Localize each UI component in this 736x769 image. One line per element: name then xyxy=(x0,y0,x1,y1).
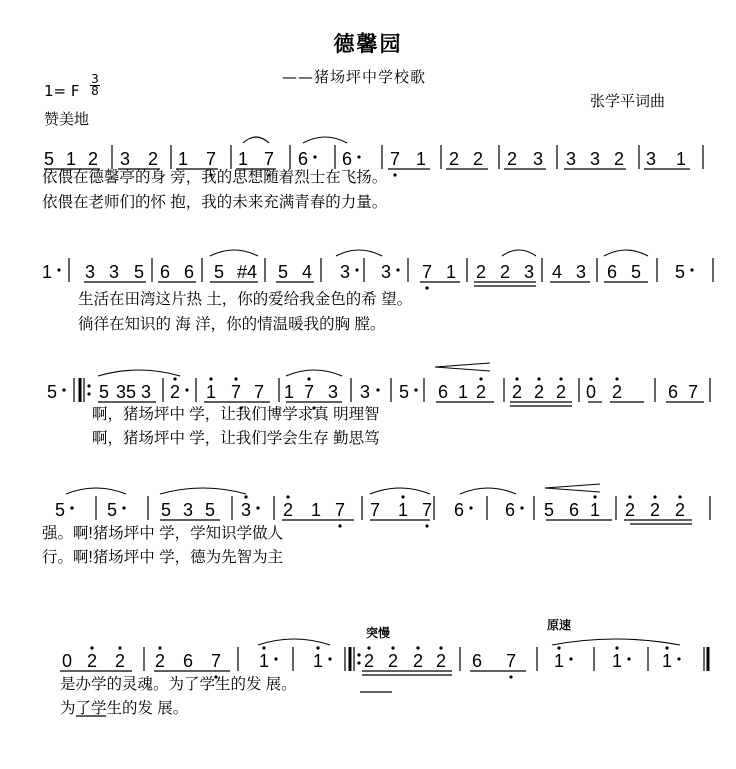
note-digit: 3 xyxy=(339,262,351,282)
note-digit: 5 xyxy=(54,500,66,520)
note-digit: 6 xyxy=(341,149,353,169)
tempo-marking: 赞美地 xyxy=(44,110,90,128)
note-digit: 3 xyxy=(140,382,152,402)
slur-arc xyxy=(460,488,516,494)
slur-arc xyxy=(336,250,382,256)
note-digit: 2 xyxy=(649,500,661,520)
duration-dot xyxy=(355,268,358,271)
octave-dot-above xyxy=(678,495,681,498)
note-digit: 1 xyxy=(445,262,457,282)
author-credit: 张学平词曲 xyxy=(590,92,666,110)
slur-arc xyxy=(66,488,126,494)
note-digit: 5 xyxy=(543,500,555,520)
octave-dot-above xyxy=(209,377,212,380)
octave-dot-above xyxy=(367,646,370,649)
note-digit: 2 xyxy=(475,382,487,402)
note-digit: 6 xyxy=(159,262,171,282)
duration-dot xyxy=(469,506,472,509)
note-digit: 3 xyxy=(575,262,587,282)
duration-dot xyxy=(62,388,65,391)
octave-dot-above xyxy=(559,377,562,380)
note-digit: 3 xyxy=(327,382,339,402)
slur-arc xyxy=(502,250,536,256)
lyric-line: 行。啊!猪场坪中 学，德为先智为主 xyxy=(42,549,284,566)
note-digit: 2 xyxy=(555,382,567,402)
note-digit: 5 xyxy=(277,262,289,282)
note-digit: 5 xyxy=(133,262,145,282)
note-digit: 1 xyxy=(237,149,249,169)
note-digit: 1 xyxy=(415,149,427,169)
note-digit: 0 xyxy=(585,382,597,402)
octave-dot-below xyxy=(425,524,428,527)
octave-dot-above xyxy=(316,646,319,649)
note-digit: 7 xyxy=(210,651,222,671)
octave-dot-above xyxy=(244,495,247,498)
lyric-line: 啊，猪场坪中 学，让我们博学求真 明理智 xyxy=(92,406,380,423)
duration-dot xyxy=(313,155,316,158)
note-digit: 3 xyxy=(108,262,120,282)
note-digit: 3 xyxy=(182,500,194,520)
slur-arc xyxy=(243,137,269,143)
note-digit: 7 xyxy=(230,382,242,402)
note-digit: 6 xyxy=(471,651,483,671)
duration-dot xyxy=(357,155,360,158)
note-digit: 7 xyxy=(421,262,433,282)
note-digit: 1 xyxy=(258,651,270,671)
slur-arc xyxy=(160,488,246,494)
meter-top: 3 xyxy=(91,72,99,86)
octave-dot-above xyxy=(286,495,289,498)
octave-dot-below xyxy=(338,524,341,527)
duration-dot xyxy=(520,506,523,509)
duration-dot xyxy=(256,506,259,509)
lyric-line: 生活在田湾这片热 土，你的爱给我金色的希 望。 xyxy=(78,291,413,308)
key-signature: 1= F xyxy=(44,82,80,100)
repeat-dot xyxy=(87,384,90,387)
slur-arc xyxy=(370,488,430,494)
lyric-line: 依偎在德馨亭的身 旁，我的思想随着烈士在飞扬。 xyxy=(42,169,388,186)
duration-dot xyxy=(627,657,630,660)
note-digit: 2 xyxy=(506,149,518,169)
note-digit: 6 xyxy=(437,382,449,402)
octave-dot-above xyxy=(537,377,540,380)
note-digit: 3 xyxy=(240,500,252,520)
note-digit: 2 xyxy=(475,262,487,282)
note-digit: 2 xyxy=(114,651,126,671)
note-digit: 2 xyxy=(363,651,375,671)
octave-dot-above xyxy=(90,646,93,649)
note-digit: 7 xyxy=(369,500,381,520)
octave-dot-above xyxy=(234,377,237,380)
note-digit: 1 xyxy=(65,149,77,169)
duration-dot xyxy=(122,506,125,509)
note-digit: 1 xyxy=(310,500,322,520)
slur-arc xyxy=(258,639,330,645)
note-digit: 7 xyxy=(253,382,265,402)
octave-dot-above xyxy=(479,377,482,380)
note-digit: 1 xyxy=(589,500,601,520)
octave-dot-above xyxy=(653,495,656,498)
note-digit: 2 xyxy=(154,651,166,671)
duration-dot xyxy=(274,657,277,660)
note-digit: 2 xyxy=(674,500,686,520)
note-digit: #4 xyxy=(236,262,258,282)
crescendo-hairpin xyxy=(545,484,600,492)
octave-dot-above xyxy=(615,377,618,380)
note-digit: 7 xyxy=(505,651,517,671)
note-digit: 2 xyxy=(387,651,399,671)
note-digit: 5 xyxy=(204,500,216,520)
note-digit: 7 xyxy=(687,382,699,402)
lyric-line: 是办学的灵魂。为了学生的发 展。 xyxy=(60,676,297,693)
note-digit: 7 xyxy=(421,500,433,520)
lyric-line: 为了学生的发 展。 xyxy=(60,700,189,717)
note-digit: 2 xyxy=(613,149,625,169)
octave-dot-above xyxy=(401,495,404,498)
octave-dot-above xyxy=(665,646,668,649)
note-digit: 1 xyxy=(397,500,409,520)
lyric-line: 啊，猪场坪中 学，让我们学会生存 勤思笃 xyxy=(92,430,380,447)
octave-dot-above xyxy=(158,646,161,649)
lyric-line: 徜徉在知识的 海 洋，你的情温暖我的胸 膛。 xyxy=(78,316,386,333)
note-digit: 1 xyxy=(205,382,217,402)
note-digit: 5 xyxy=(674,262,686,282)
tempo-resume-marking: 原速 xyxy=(547,618,572,632)
duration-dot xyxy=(690,268,693,271)
octave-dot-above xyxy=(589,377,592,380)
note-digit: 7 xyxy=(389,149,401,169)
note-digit: 0 xyxy=(61,651,73,671)
octave-dot-above xyxy=(557,646,560,649)
octave-dot-above xyxy=(628,495,631,498)
slur-arc xyxy=(98,370,180,376)
note-digit: 2 xyxy=(624,500,636,520)
note-digit: 3 xyxy=(589,149,601,169)
note-digit: 1 xyxy=(177,149,189,169)
repeat-dot xyxy=(357,661,360,664)
note-digit: 1 xyxy=(611,651,623,671)
note-digit: 3 xyxy=(532,149,544,169)
duration-dot xyxy=(57,268,60,271)
note-digit: 7 xyxy=(205,149,217,169)
note-digit: 35 xyxy=(115,382,137,402)
note-digit: 1 xyxy=(457,382,469,402)
note-digit: 7 xyxy=(263,149,275,169)
repeat-dot xyxy=(87,392,90,395)
duration-dot xyxy=(396,268,399,271)
note-digit: 5 xyxy=(630,262,642,282)
duration-dot xyxy=(569,657,572,660)
note-digit: 6 xyxy=(504,500,516,520)
duration-dot xyxy=(414,388,417,391)
note-digit: 2 xyxy=(147,149,159,169)
octave-dot-below xyxy=(509,675,512,678)
slow-marking: 突慢 xyxy=(366,626,391,640)
note-digit: 5 xyxy=(43,149,55,169)
note-digit: 5 xyxy=(398,382,410,402)
note-digit: 2 xyxy=(511,382,523,402)
octave-dot-below xyxy=(425,286,428,289)
note-digit: 1 xyxy=(41,262,53,282)
octave-dot-above xyxy=(118,646,121,649)
note-digit: 1 xyxy=(312,651,324,671)
note-digit: 6 xyxy=(453,500,465,520)
page-subtitle: ——猪场坪中学校歌 xyxy=(282,68,427,86)
repeat-dot xyxy=(357,653,360,656)
slur-arc xyxy=(604,250,648,256)
note-digit: 2 xyxy=(448,149,460,169)
page-title: 德馨园 xyxy=(333,32,403,56)
note-digit: 3 xyxy=(645,149,657,169)
note-digit: 2 xyxy=(533,382,545,402)
note-digit: 3 xyxy=(119,149,131,169)
note-digit: 2 xyxy=(282,500,294,520)
octave-dot-above xyxy=(615,646,618,649)
crescendo-hairpin xyxy=(435,363,490,371)
note-digit: 2 xyxy=(169,382,181,402)
note-digit: 5 xyxy=(98,382,110,402)
octave-dot-above xyxy=(173,377,176,380)
slur-arc xyxy=(552,639,680,645)
octave-dot-above xyxy=(262,646,265,649)
note-digit: 2 xyxy=(86,651,98,671)
note-digit: 4 xyxy=(301,262,313,282)
note-digit: 5 xyxy=(46,382,58,402)
slur-arc xyxy=(286,370,342,376)
octave-dot-above xyxy=(593,495,596,498)
octave-dot-above xyxy=(416,646,419,649)
octave-dot-above xyxy=(439,646,442,649)
duration-dot xyxy=(376,388,379,391)
duration-dot xyxy=(185,388,188,391)
note-digit: 6 xyxy=(182,651,194,671)
duration-dot xyxy=(70,506,73,509)
note-digit: 2 xyxy=(87,149,99,169)
note-digit: 5 xyxy=(106,500,118,520)
note-digit: 3 xyxy=(523,262,535,282)
note-digit: 6 xyxy=(606,262,618,282)
note-digit: 4 xyxy=(551,262,563,282)
note-digit: 2 xyxy=(412,651,424,671)
slur-arc xyxy=(210,250,258,256)
note-digit: 3 xyxy=(380,262,392,282)
note-digit: 6 xyxy=(297,149,309,169)
lyric-line: 强。啊!猪场坪中 学，学知识学做人 xyxy=(42,525,284,542)
note-digit: 2 xyxy=(611,382,623,402)
note-digit: 1 xyxy=(661,651,673,671)
note-digit: 6 xyxy=(183,262,195,282)
note-digit: 6 xyxy=(667,382,679,402)
lyric-line: 依偎在老师们的怀 抱，我的未来充满青春的力量。 xyxy=(42,194,388,211)
duration-dot xyxy=(677,657,680,660)
note-digit: 1 xyxy=(283,382,295,402)
octave-dot-below xyxy=(393,173,396,176)
note-digit: 6 xyxy=(568,500,580,520)
note-digit: 3 xyxy=(359,382,371,402)
note-digit: 5 xyxy=(213,262,225,282)
octave-dot-above xyxy=(391,646,394,649)
note-digit: 1 xyxy=(553,651,565,671)
duration-dot xyxy=(328,657,331,660)
note-digit: 2 xyxy=(472,149,484,169)
meter-bottom: 8 xyxy=(91,84,99,98)
note-digit: 2 xyxy=(499,262,511,282)
slur-arc xyxy=(303,137,347,143)
octave-dot-above xyxy=(307,377,310,380)
note-digit: 7 xyxy=(334,500,346,520)
note-digit: 7 xyxy=(303,382,315,402)
note-digit: 5 xyxy=(160,500,172,520)
note-digit: 1 xyxy=(675,149,687,169)
octave-dot-above xyxy=(515,377,518,380)
note-digit: 2 xyxy=(435,651,447,671)
note-digit: 3 xyxy=(565,149,577,169)
note-digit: 3 xyxy=(84,262,96,282)
